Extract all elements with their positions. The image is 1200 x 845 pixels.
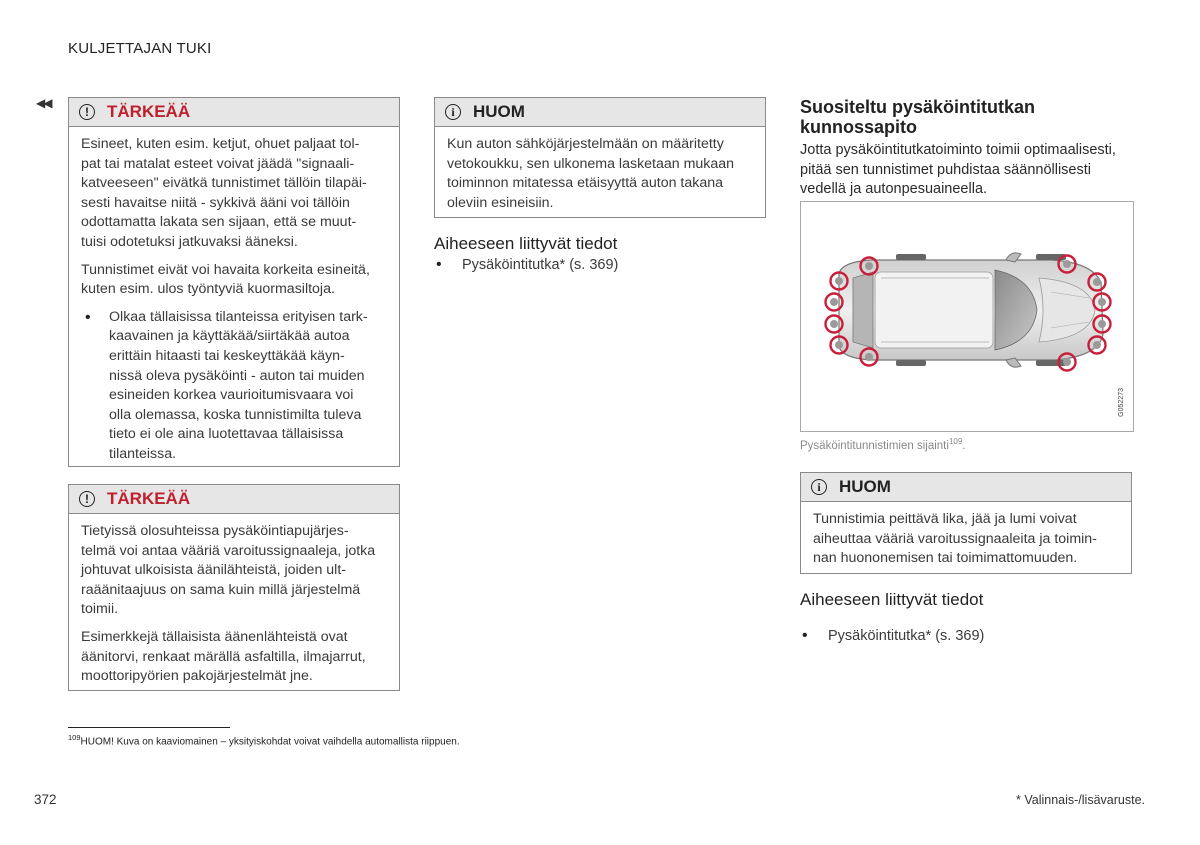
- text-line: tilanteissa.: [109, 445, 177, 462]
- warning-title: TÄRKEÄÄ: [107, 489, 191, 508]
- info-icon: i: [811, 479, 827, 495]
- caption-text: Pysäköintitunnistimien sijainti: [800, 439, 949, 452]
- warning-paragraph: [81, 628, 387, 687]
- warning-paragraph: [81, 135, 387, 253]
- text-line: tuisi odotetuksi jatkuvaksi ääneksi.: [81, 233, 298, 250]
- text-line: erittäin hitaasti tai keskeyttäkää käyn-: [109, 347, 345, 364]
- text-line: Kun auton sähköjärjestelmään on määritetty: [447, 136, 724, 152]
- exclamation-icon: !: [79, 491, 95, 507]
- note-body: [801, 502, 1131, 577]
- text-line: Esimerkkejä tällaisista äänenlähteistä ovat: [81, 628, 348, 645]
- related-info-heading: Aiheeseen liittyvät tiedot: [434, 234, 618, 253]
- text-line: kuten esim. ulos työntyviä kuormasiltoja.: [81, 281, 335, 298]
- figure-caption: [800, 437, 966, 452]
- text-line: oleviin esineisiin.: [447, 194, 554, 211]
- figure-code: G052273: [1118, 388, 1125, 417]
- info-icon: i: [445, 104, 461, 120]
- footnote-ref[interactable]: 109: [948, 437, 963, 446]
- text-line: toiminnon mitatessa etäisyyttä auton takana: [447, 175, 724, 192]
- text-line: äänitorvi, renkaat märällä asfaltilla, ilmajarrut,: [81, 648, 366, 665]
- text-line: esineiden korkea vaurioitumisvaara voi: [109, 387, 354, 404]
- text-line: vedellä ja autonpesuaineella.: [800, 181, 988, 197]
- text-line: tieto ei ole aina luotettavaa tällaisissa: [109, 426, 344, 443]
- warning-title: TÄRKEÄÄ: [107, 102, 191, 121]
- text-line: moottoripyörien pakojärjestelmät jne.: [81, 668, 313, 685]
- title-line: kunnossapito: [800, 117, 918, 137]
- text-line: vetokoukku, sen ulkonema lasketaan mukaan: [447, 155, 735, 172]
- text-line: Tunnistimet eivät voi havaita korkeita esineitä,: [81, 261, 370, 278]
- caption-end: .: [962, 439, 966, 452]
- footnote-text: HUOM! Kuva on kaaviomainen – yksityiskohdat voivat vaihdella automallista riippuen.: [80, 736, 460, 748]
- warning-box-header: [69, 485, 399, 514]
- car-top-view-illustration: [801, 202, 1133, 431]
- parking-sensor-figure: [800, 201, 1134, 432]
- text-line: raäänitaajuus on sama kuin millä järjestelmä: [81, 581, 361, 598]
- warning-body: [69, 514, 399, 695]
- note-box-1: [434, 97, 766, 218]
- warning-paragraph: [81, 522, 387, 620]
- text-line: katveeseen" eivätkä tunnistimet tällöin tilapäi-: [81, 175, 367, 192]
- note-box-2: [800, 472, 1132, 574]
- text-line: nan huononemisen tai toimimattomuuden.: [813, 550, 1078, 567]
- note-title: HUOM: [839, 477, 891, 496]
- text-line: kaavainen ja käyttäkää/siirtäkää autoa: [109, 328, 350, 345]
- section-title: [800, 97, 1035, 137]
- page-header: KULJETTAJAN TUKI: [68, 40, 212, 57]
- text-line: pitää sen tunnistimet puhdistaa säännöllisesti: [800, 161, 1091, 178]
- warning-body: [69, 127, 399, 473]
- related-link[interactable]: • Pysäköintitutka* (s. 369): [800, 628, 1200, 644]
- back-arrows-icon[interactable]: ◀◀: [36, 96, 51, 110]
- warning-box-header: [69, 98, 399, 127]
- text-line: sesti havaitse niitä - sykkivä ääni voi tällöin: [81, 194, 350, 211]
- text-line: telmä voi antaa vääriä varoitussignaaleja, jotka: [81, 542, 376, 559]
- exclamation-icon: !: [79, 104, 95, 120]
- text-line: Jotta pysäköintitutkatoiminto toimii optimaalisesti,: [800, 142, 1116, 158]
- text-line: olla olemassa, koska tunnistimilta tuleva: [109, 406, 362, 423]
- note-box-header: [435, 98, 765, 127]
- text-line: Tietyissä olosuhteissa pysäköintiapujärjes-: [81, 523, 349, 539]
- title-line: Suositeltu pysäköintitutkan: [800, 97, 1036, 117]
- text-line: johtuvat ulkoisista äänilähteistä, joiden ult-: [81, 562, 346, 579]
- note-title: HUOM: [473, 102, 525, 121]
- text-line: odottamatta lakata sen sijaan, että se muut-: [81, 214, 357, 231]
- note-body: [435, 127, 765, 221]
- footer-note: * Valinnais-/lisävaruste.: [1016, 793, 1145, 807]
- text-line: nissä oleva pysäköinti - auton tai muiden: [109, 367, 365, 384]
- note-box-header: [801, 473, 1131, 502]
- warning-bullet: [81, 308, 387, 465]
- text-line: Olkaa tällaisissa tilanteissa erityisen tark-: [109, 308, 368, 325]
- warning-box-1: [68, 97, 400, 467]
- related-link[interactable]: • Pysäköintitutka* (s. 369): [434, 257, 1200, 273]
- section-text: [800, 141, 1116, 200]
- footnote-divider: [68, 727, 230, 728]
- related-info-heading: Aiheeseen liittyvät tiedot: [800, 590, 984, 609]
- warning-paragraph: [81, 261, 387, 300]
- text-line: pat tai matalat esteet voivat jäädä "signaali-: [81, 155, 355, 172]
- text-line: toimii.: [81, 601, 119, 618]
- warning-box-2: [68, 484, 400, 691]
- footnote: [68, 733, 460, 747]
- text-line: Tunnistimia peittävä lika, jää ja lumi voivat: [813, 511, 1077, 527]
- text-line: Esineet, kuten esim. ketjut, ohuet paljaat tol-: [81, 136, 360, 152]
- text-line: aiheuttaa vääriä varoitussignaaleita ja toimin-: [813, 530, 1097, 547]
- footnote-number: 109: [68, 733, 81, 742]
- page-number: 372: [34, 792, 57, 807]
